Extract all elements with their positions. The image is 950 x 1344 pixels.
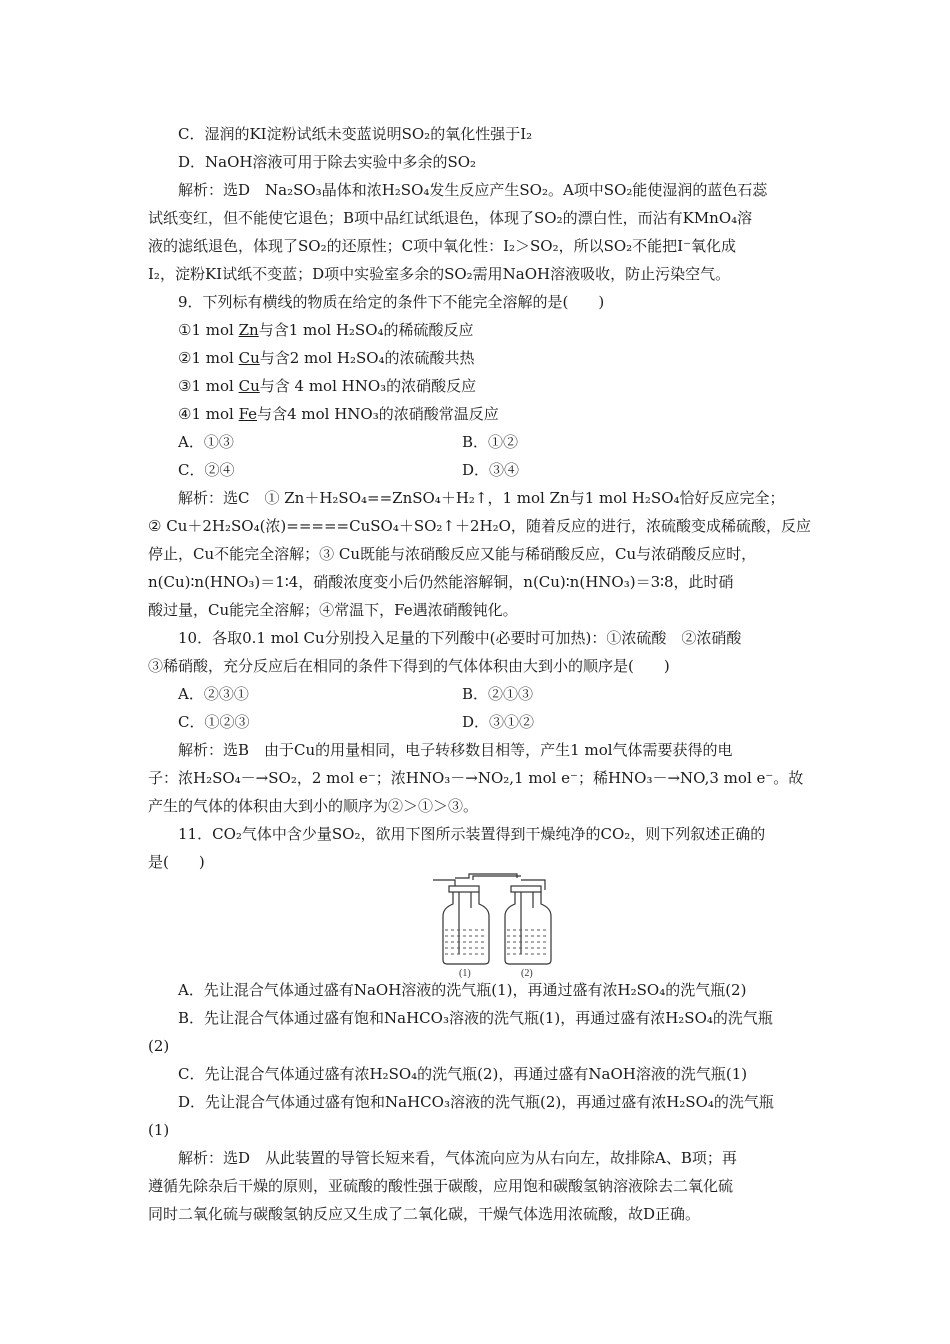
question-9-item: [178, 348, 475, 368]
question-11-stem: 是( ): [148, 853, 205, 871]
item-text: 与含4 mol HNO₃的浓硝酸常温反应: [257, 405, 499, 423]
answer-9-line: 酸过量，Cu能完全溶解；④常温下，Fe遇浓硝酸钝化。: [148, 601, 518, 619]
item-text: ③1 mol: [178, 377, 239, 395]
q10-option-d: D．③①②: [462, 713, 535, 731]
q11-option-d: D．先让混合气体通过盛有饱和NaHCO₃溶液的洗气瓶(2)，再通过盛有浓H₂SO₄的洗气瓶: [178, 1093, 774, 1111]
question-9-item: [178, 376, 476, 396]
item-text: ①1 mol: [178, 321, 239, 339]
item-text: 与含1 mol H₂SO₄的稀硫酸反应: [258, 321, 474, 339]
answer-11-line: 遵循先除杂后干燥的原则，亚硫酸的酸性强于碳酸，应用饱和碳酸氢钠溶液除去二氧化硫: [148, 1177, 734, 1195]
underlined-substance: Fe: [238, 405, 258, 423]
answer-10-line: 产生的气体的体积由大到小的顺序为②＞①＞③。: [148, 797, 479, 815]
answer-9-line: 解析：选C ① Zn＋H₂SO₄==ZnSO₄＋H₂↑，1 mol Zn与1 mol H₂SO₄恰好反应完全；: [178, 489, 785, 507]
q11-option-b-cont: (2): [148, 1037, 170, 1055]
gas-washing-bottles-figure: [425, 868, 575, 978]
q11-option-b: B．先让混合气体通过盛有饱和NaHCO₃溶液的洗气瓶(1)，再通过盛有浓H₂SO₄的洗气瓶: [178, 1009, 773, 1027]
question-9-item: [178, 320, 474, 340]
bottle-1-label: (1): [459, 968, 471, 978]
q9-option-d: D．③④: [462, 461, 520, 479]
q9-option-c: C．②④: [178, 461, 235, 479]
item-text: 与含2 mol H₂SO₄的浓硫酸共热: [259, 349, 475, 367]
q9-option-a: A．①③: [178, 433, 234, 451]
answer-8-line: 解析：选D Na₂SO₃晶体和浓H₂SO₄发生反应产生SO₂。A项中SO₂能使湿润的蓝色石蕊: [178, 181, 768, 199]
question-9-item: [178, 404, 499, 424]
q11-option-a: A．先让混合气体通过盛有NaOH溶液的洗气瓶(1)，再通过盛有浓H₂SO₄的洗气瓶(2): [178, 981, 747, 999]
q11-option-c: C．先让混合气体通过盛有浓H₂SO₄的洗气瓶(2)，再通过盛有NaOH溶液的洗气瓶(1): [178, 1065, 748, 1083]
item-text: 与含 4 mol HNO₃的浓硝酸反应: [259, 377, 477, 395]
q10-option-c: C．①②③: [178, 713, 250, 731]
q8-option-d: D．NaOH溶液可用于除去实验中多余的SO₂: [178, 153, 477, 171]
q10-option-b: B．②①③: [462, 685, 534, 703]
question-9-stem: 9．下列标有横线的物质在给定的条件下不能完全溶解的是( ): [178, 293, 605, 311]
answer-9-line: ② Cu＋2H₂SO₄(浓)=====CuSO₄＋SO₂↑＋2H₂O，随着反应的进行，浓硫酸变成稀硫酸，反应: [148, 517, 811, 535]
apparatus-diagram: [425, 868, 575, 978]
question-11-stem: 11．CO₂气体中含少量SO₂，欲用下图所示装置得到干燥纯净的CO₂，则下列叙述正确的: [178, 825, 766, 843]
answer-8-line: I₂，淀粉KI试纸不变蓝；D项中实验室多余的SO₂需用NaOH溶液吸收，防止污染空气。: [148, 265, 731, 283]
question-10-stem: ③稀硝酸，充分反应后在相同的条件下得到的气体体积由大到小的顺序是( ): [148, 657, 670, 675]
answer-10-line: 解析：选B 由于Cu的用量相同，电子转移数目相等，产生1 mol气体需要获得的电: [178, 741, 733, 759]
underlined-substance: Zn: [238, 321, 259, 339]
answer-10-line: 子：浓H₂SO₄－→SO₂，2 mol e⁻；浓HNO₃－→NO₂,1 mol e⁻；稀HNO₃－→NO,3 mol e⁻。故: [148, 769, 804, 787]
question-10-stem: 10．各取0.1 mol Cu分别投入足量的下列酸中(必要时可加热)：①浓硫酸 ②浓硝酸: [178, 629, 742, 647]
item-text: ②1 mol: [178, 349, 239, 367]
q8-option-c: C．湿润的KI淀粉试纸未变蓝说明SO₂的氧化性强于I₂: [178, 125, 533, 143]
answer-8-line: 试纸变红，但不能使它退色；B项中品红试纸退色，体现了SO₂的漂白性，而沾有KMnO₄溶: [148, 209, 753, 227]
q10-option-a: A．②③①: [178, 685, 249, 703]
q9-option-b: B．①②: [462, 433, 519, 451]
underlined-substance: Cu: [238, 349, 260, 367]
q11-option-d-cont: (1): [148, 1121, 170, 1139]
answer-11-line: 解析：选D 从此装置的导管长短来看，气体流向应为从右向左，故排除A、B项；再: [178, 1149, 737, 1167]
answer-9-line: n(Cu)∶n(HNO₃)＝1∶4，硝酸浓度变小后仍然能溶解铜，n(Cu)∶n(HNO₃)＝3∶8，此时硝: [148, 573, 734, 591]
answer-11-line: 同时二氧化硫与碳酸氢钠反应又生成了二氧化碳，干燥气体选用浓硫酸，故D正确。: [148, 1205, 701, 1223]
answer-9-line: 停止，Cu不能完全溶解；③ Cu既能与浓硝酸反应又能与稀硝酸反应，Cu与浓硝酸反应时，: [148, 545, 757, 563]
bottle-2-label: (2): [521, 968, 533, 978]
item-text: ④1 mol: [178, 405, 239, 423]
answer-8-line: 液的滤纸退色，体现了SO₂的还原性；C项中氧化性：I₂＞SO₂，所以SO₂不能把I⁻氧化成: [148, 237, 737, 255]
underlined-substance: Cu: [238, 377, 260, 395]
